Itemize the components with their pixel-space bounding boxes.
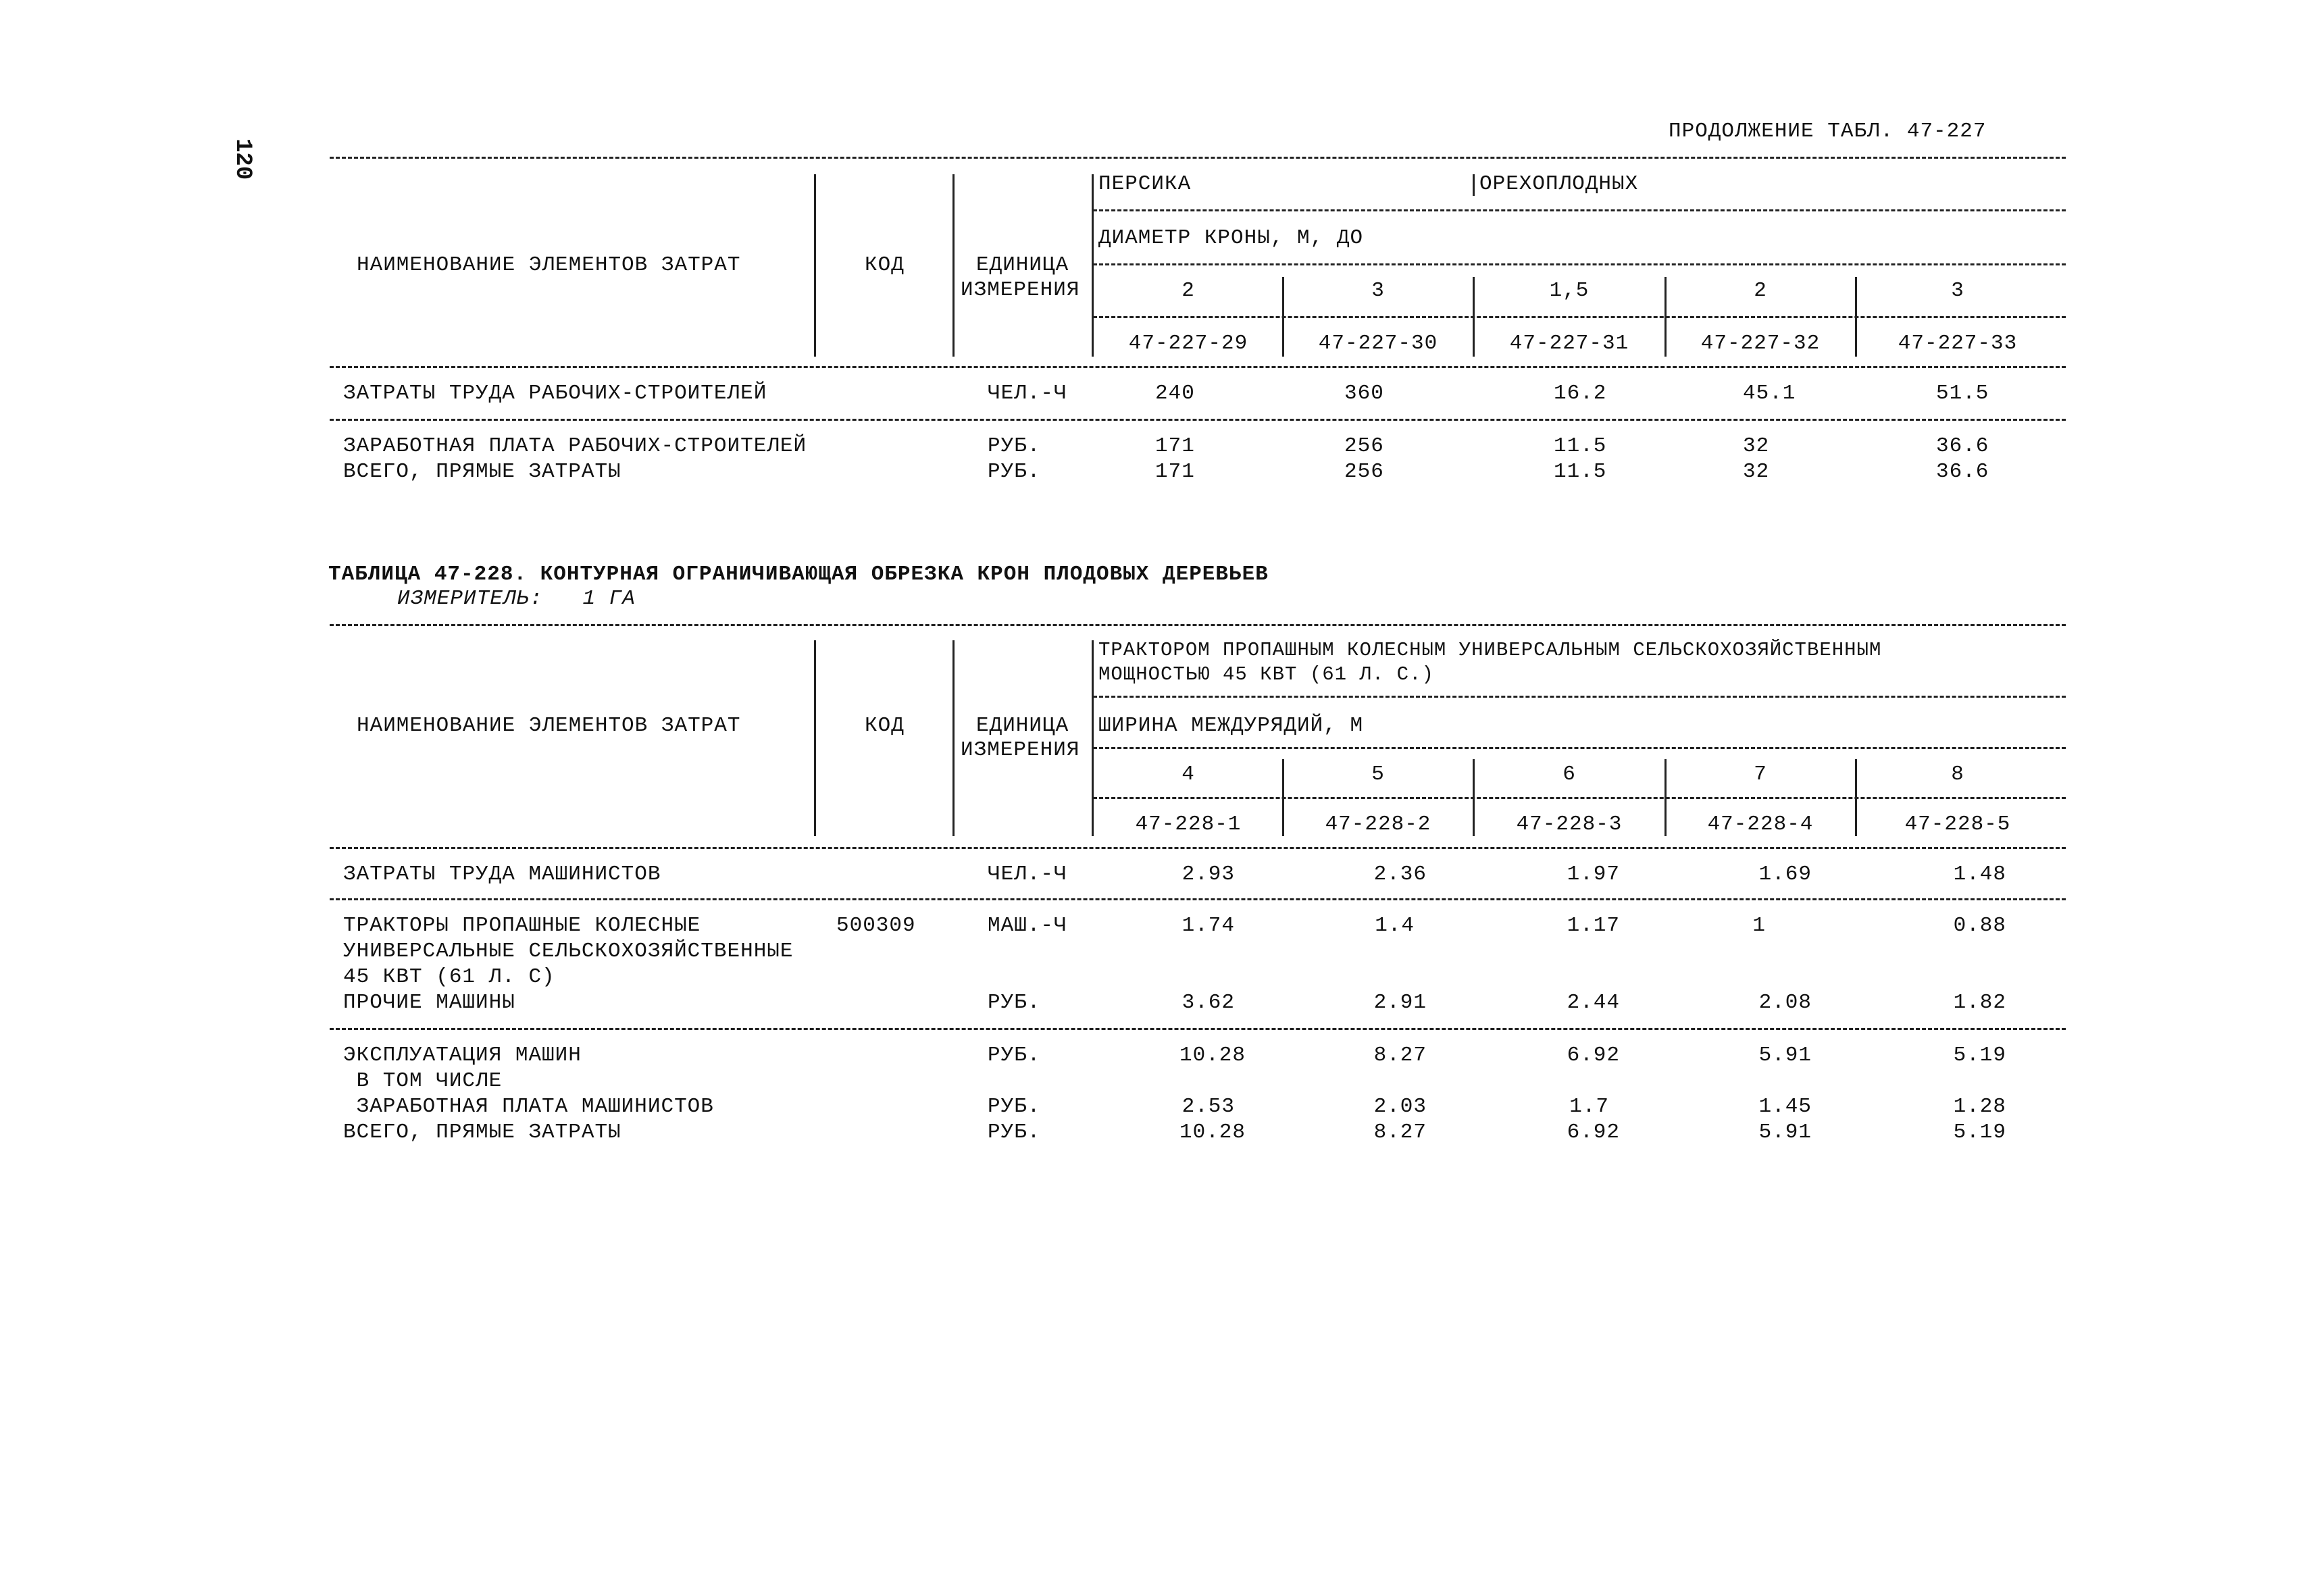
row-value: 2.53 bbox=[1181, 1095, 1235, 1118]
row-value: 171 bbox=[1155, 460, 1195, 484]
row-name: ЗАТРАТЫ ТРУДА МАШИНИСТОВ bbox=[343, 863, 661, 886]
header-rule bbox=[1093, 209, 2066, 211]
row-name: 45 КВТ (61 Л. С) bbox=[343, 965, 555, 989]
column-value: 2 bbox=[1181, 279, 1195, 303]
table-top-rule bbox=[330, 624, 2066, 626]
group-header: ТРАКТОРОМ ПРОПАШНЫМ КОЛЕСНЫМ УНИВЕРСАЛЬНЫМ СЕЛЬСКОХОЗЯЙСТВЕННЫМ bbox=[1098, 639, 1882, 661]
unit-column-header: ЕДИНИЦА bbox=[976, 714, 1069, 738]
row-value: 1.69 bbox=[1758, 863, 1812, 886]
row-value: 16.2 bbox=[1554, 382, 1607, 405]
row-value: 5.91 bbox=[1758, 1121, 1812, 1144]
column-value: 1,5 bbox=[1549, 279, 1590, 303]
row-value: 1.28 bbox=[1953, 1095, 2006, 1118]
col-separator bbox=[1092, 174, 1094, 357]
header-rule bbox=[1093, 797, 2066, 799]
column-code: 47-228-1 bbox=[1135, 813, 1242, 836]
column-value: 6 bbox=[1562, 763, 1576, 786]
row-rule bbox=[330, 898, 2066, 900]
row-value: 2.44 bbox=[1567, 991, 1620, 1014]
row-value: 1 bbox=[1752, 914, 1766, 937]
code-column-header: КОД bbox=[865, 714, 905, 738]
col-separator bbox=[952, 174, 955, 357]
column-code: 47-228-4 bbox=[1707, 813, 1814, 836]
row-value: 2.91 bbox=[1373, 991, 1427, 1014]
row-value: 45.1 bbox=[1743, 382, 1796, 405]
group-header: МОЩНОСТЬЮ 45 КВТ (61 Л. С.) bbox=[1098, 663, 1434, 686]
row-name: ЗАТРАТЫ ТРУДА РАБОЧИХ-СТРОИТЕЛЕЙ bbox=[343, 382, 767, 405]
row-unit: РУБ. bbox=[988, 1095, 1041, 1118]
row-value: 32 bbox=[1743, 434, 1770, 458]
code-column-header: КОД bbox=[865, 253, 905, 277]
row-value: 10.28 bbox=[1179, 1121, 1246, 1144]
col-separator bbox=[1473, 174, 1475, 196]
row-value: 6.92 bbox=[1567, 1121, 1620, 1144]
row-rule bbox=[330, 1028, 2066, 1030]
row-name: ТРАКТОРЫ ПРОПАШНЫЕ КОЛЕСНЫЕ bbox=[343, 914, 701, 937]
row-unit: ЧЕЛ.-Ч bbox=[988, 863, 1067, 886]
row-value: 2.93 bbox=[1181, 863, 1235, 886]
row-rule bbox=[330, 419, 2066, 421]
column-value: 7 bbox=[1754, 763, 1767, 786]
col-separator bbox=[952, 640, 955, 836]
row-unit: РУБ. bbox=[988, 434, 1041, 458]
column-code: 47-227-29 bbox=[1128, 332, 1248, 355]
parameter-header: ДИАМЕТР КРОНЫ, М, ДО bbox=[1098, 226, 1364, 250]
row-value: 36.6 bbox=[1936, 460, 1989, 484]
column-value: 5 bbox=[1371, 763, 1385, 786]
row-value: 1.45 bbox=[1758, 1095, 1812, 1118]
row-value: 2.36 bbox=[1373, 863, 1427, 886]
header-bottom-rule bbox=[330, 366, 2066, 368]
column-code: 47-227-32 bbox=[1700, 332, 1821, 355]
group-header: ПЕРСИКА bbox=[1098, 172, 1192, 196]
row-value: 1.82 bbox=[1953, 991, 2006, 1014]
row-unit: РУБ. bbox=[988, 460, 1041, 484]
name-column-header: НАИМЕНОВАНИЕ ЭЛЕМЕНТОВ ЗАТРАТ bbox=[357, 714, 741, 738]
row-value: 171 bbox=[1155, 434, 1195, 458]
continuation-label: ПРОДОЛЖЕНИЕ ТАБЛ. 47-227 bbox=[1669, 120, 1987, 143]
table-measure: ИЗМЕРИТЕЛЬ: 1 ГА bbox=[397, 587, 636, 611]
header-rule bbox=[1093, 263, 2066, 265]
row-unit: РУБ. bbox=[988, 991, 1041, 1014]
table-top-rule bbox=[330, 157, 2066, 159]
row-value: 6.92 bbox=[1567, 1044, 1620, 1067]
row-value: 0.88 bbox=[1953, 914, 2006, 937]
col-separator bbox=[814, 640, 816, 836]
row-name: ПРОЧИЕ МАШИНЫ bbox=[343, 991, 515, 1014]
header-rule bbox=[1093, 747, 2066, 749]
page-number: 120 bbox=[230, 138, 255, 180]
row-name: ВСЕГО, ПРЯМЫЕ ЗАТРАТЫ bbox=[343, 460, 621, 484]
header-bottom-rule bbox=[330, 847, 2066, 849]
row-name: УНИВЕРСАЛЬНЫЕ СЕЛЬСКОХОЗЯЙСТВЕННЫЕ bbox=[343, 939, 794, 963]
row-value: 2.08 bbox=[1758, 991, 1812, 1014]
column-value: 3 bbox=[1371, 279, 1385, 303]
row-value: 36.6 bbox=[1936, 434, 1989, 458]
col-separator bbox=[1092, 640, 1094, 836]
row-value: 1.7 bbox=[1569, 1095, 1609, 1118]
row-name: ЭКСПЛУАТАЦИЯ МАШИН bbox=[343, 1044, 582, 1067]
column-value: 3 bbox=[1951, 279, 1964, 303]
row-value: 1.17 bbox=[1567, 914, 1620, 937]
row-value: 1.97 bbox=[1567, 863, 1620, 886]
row-value: 1.48 bbox=[1953, 863, 2006, 886]
row-value: 256 bbox=[1344, 460, 1384, 484]
unit-column-header: ИЗМЕРЕНИЯ bbox=[961, 738, 1080, 762]
group-header: ОРЕХОПЛОДНЫХ bbox=[1479, 172, 1639, 196]
row-value: 5.19 bbox=[1953, 1044, 2006, 1067]
header-rule bbox=[1093, 316, 2066, 318]
unit-column-header: ЕДИНИЦА bbox=[976, 253, 1069, 277]
col-separator bbox=[814, 174, 816, 357]
column-code: 47-228-3 bbox=[1516, 813, 1623, 836]
table-title: ТАБЛИЦА 47-228. КОНТУРНАЯ ОГРАНИЧИВАЮЩАЯ ОБРЕЗКА КРОН ПЛОДОВЫХ ДЕРЕВЬЕВ bbox=[328, 563, 1269, 586]
column-code: 47-227-30 bbox=[1318, 332, 1438, 355]
header-rule bbox=[1093, 696, 2066, 698]
row-value: 11.5 bbox=[1554, 460, 1607, 484]
column-value: 8 bbox=[1951, 763, 1964, 786]
row-value: 360 bbox=[1344, 382, 1384, 405]
row-name: В ТОМ ЧИСЛЕ bbox=[343, 1069, 503, 1093]
column-code: 47-228-5 bbox=[1904, 813, 2011, 836]
row-value: 8.27 bbox=[1373, 1044, 1427, 1067]
column-value: 2 bbox=[1754, 279, 1767, 303]
row-value: 10.28 bbox=[1179, 1044, 1246, 1067]
row-value: 240 bbox=[1155, 382, 1195, 405]
row-value: 1.4 bbox=[1375, 914, 1415, 937]
column-code: 47-227-31 bbox=[1509, 332, 1629, 355]
row-unit: РУБ. bbox=[988, 1121, 1041, 1144]
name-column-header: НАИМЕНОВАНИЕ ЭЛЕМЕНТОВ ЗАТРАТ bbox=[357, 253, 741, 277]
row-name: ЗАРАБОТНАЯ ПЛАТА МАШИНИСТОВ bbox=[343, 1095, 714, 1118]
unit-column-header: ИЗМЕРЕНИЯ bbox=[961, 278, 1080, 302]
row-unit: МАШ.-Ч bbox=[988, 914, 1067, 937]
parameter-header: ШИРИНА МЕЖДУРЯДИЙ, М bbox=[1098, 714, 1364, 738]
row-name: ВСЕГО, ПРЯМЫЕ ЗАТРАТЫ bbox=[343, 1121, 621, 1144]
row-value: 256 bbox=[1344, 434, 1384, 458]
column-code: 47-227-33 bbox=[1898, 332, 2018, 355]
row-value: 3.62 bbox=[1181, 991, 1235, 1014]
row-value: 32 bbox=[1743, 460, 1770, 484]
row-value: 51.5 bbox=[1936, 382, 1989, 405]
column-value: 4 bbox=[1181, 763, 1195, 786]
row-value: 5.91 bbox=[1758, 1044, 1812, 1067]
row-value: 1.74 bbox=[1181, 914, 1235, 937]
row-name: ЗАРАБОТНАЯ ПЛАТА РАБОЧИХ-СТРОИТЕЛЕЙ bbox=[343, 434, 807, 458]
row-value: 2.03 bbox=[1373, 1095, 1427, 1118]
row-unit: РУБ. bbox=[988, 1044, 1041, 1067]
row-value: 5.19 bbox=[1953, 1121, 2006, 1144]
row-value: 11.5 bbox=[1554, 434, 1607, 458]
column-code: 47-228-2 bbox=[1325, 813, 1431, 836]
row-unit: ЧЕЛ.-Ч bbox=[988, 382, 1067, 405]
row-code: 500309 bbox=[836, 914, 916, 937]
row-value: 8.27 bbox=[1373, 1121, 1427, 1144]
